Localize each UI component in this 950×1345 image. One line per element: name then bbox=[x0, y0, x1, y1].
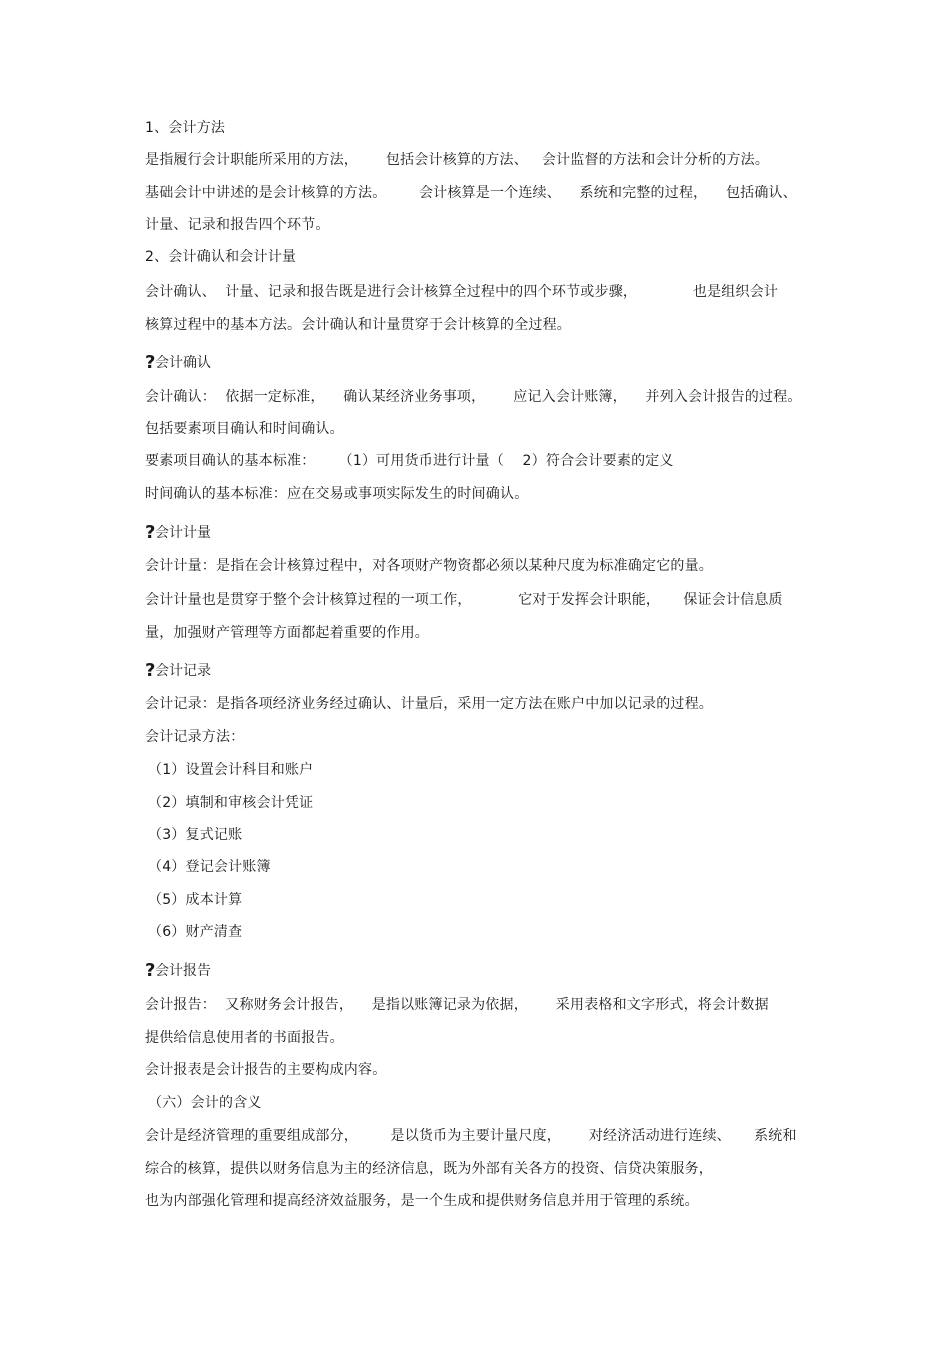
section-heading-accounting-methods: 1、会计方法 bbox=[145, 120, 226, 136]
paragraph-line: 会计报表是会计报告的主要构成内容。 bbox=[145, 1062, 387, 1078]
question-mark-glyph: ? bbox=[145, 660, 156, 681]
subheading-label: 会计记录 bbox=[155, 663, 211, 679]
paragraph-line: 会计报告： 又称财务会计报告， 是指以账簿记录为依据， 采用表格和文字形式，将会计数据 bbox=[145, 997, 769, 1013]
paragraph-line: 计量、记录和报告四个环节。 bbox=[145, 217, 330, 233]
subheading-recording bbox=[145, 661, 211, 681]
subheading-reporting bbox=[145, 961, 211, 981]
list-item: （1）设置会计科目和账户 bbox=[148, 762, 314, 778]
paragraph-line: 综合的核算，提供以财务信息为主的经济信息，既为外部有关各方的投资、信贷决策服务， bbox=[145, 1161, 713, 1177]
section-heading-recognition-measurement: 2、会计确认和会计计量 bbox=[145, 249, 297, 265]
section-heading-definition: （六）会计的含义 bbox=[148, 1095, 262, 1111]
paragraph-line: 核算过程中的基本方法。会计确认和计量贯穿于会计核算的全过程。 bbox=[145, 317, 571, 333]
subheading-label: 会计确认 bbox=[155, 355, 211, 371]
paragraph-line: 会计计量也是贯穿于整个会计核算过程的一项工作， 它对于发挥会计职能， 保证会计信息质 bbox=[145, 592, 783, 608]
question-mark-glyph: ? bbox=[145, 960, 156, 981]
paragraph-line: 基础会计中讲述的是会计核算的方法。 会计核算是一个连续、 系统和完整的过程， 包括确认、 bbox=[145, 185, 797, 201]
paragraph-line: 会计确认： 依据一定标准， 确认某经济业务事项， 应记入会计账簿， 并列入会计报告的过程。 bbox=[145, 389, 802, 405]
list-item: （2）填制和审核会计凭证 bbox=[148, 795, 314, 811]
paragraph-line: 也为内部强化管理和提高经济效益服务，是一个生成和提供财务信息并用于管理的系统。 bbox=[145, 1193, 699, 1209]
paragraph-line: 会计记录：是指各项经济业务经过确认、计量后，采用一定方法在账户中加以记录的过程。 bbox=[145, 696, 713, 712]
subheading-recognition bbox=[145, 353, 211, 373]
question-mark-glyph: ? bbox=[145, 352, 156, 373]
paragraph-line: 会计计量：是指在会计核算过程中，对各项财产物资都必须以某种尺度为标准确定它的量。 bbox=[145, 558, 713, 574]
list-item: （4）登记会计账簿 bbox=[148, 859, 271, 875]
paragraph-line: 是指履行会计职能所采用的方法， 包括会计核算的方法、 会计监督的方法和会计分析的方法。 bbox=[145, 152, 770, 168]
subheading-measurement bbox=[145, 523, 211, 543]
list-item: （6）财产清查 bbox=[148, 924, 243, 940]
subheading-label: 会计报告 bbox=[155, 963, 211, 979]
paragraph-line: 包括要素项目确认和时间确认。 bbox=[145, 421, 344, 437]
paragraph-line: 会计记录方法： bbox=[145, 729, 245, 745]
subheading-label: 会计计量 bbox=[155, 525, 211, 541]
paragraph-line: 会计确认、 计量、记录和报告既是进行会计核算全过程中的四个环节或步骤， 也是组织会计 bbox=[145, 284, 779, 300]
paragraph-line: 提供给信息使用者的书面报告。 bbox=[145, 1030, 344, 1046]
paragraph-line: 量，加强财产管理等方面都起着重要的作用。 bbox=[145, 625, 429, 641]
question-mark-glyph: ? bbox=[145, 522, 156, 543]
list-item: （3）复式记账 bbox=[148, 827, 243, 843]
paragraph-line: 时间确认的基本标准：应在交易或事项实际发生的时间确认。 bbox=[145, 486, 529, 502]
paragraph-line: 要素项目确认的基本标准： （1）可用货币进行计量（ 2）符合会计要素的定义 bbox=[145, 453, 674, 469]
list-item: （5）成本计算 bbox=[148, 892, 243, 908]
paragraph-line: 会计是经济管理的重要组成部分， 是以货币为主要计量尺度， 对经济活动进行连续、 系统和 bbox=[145, 1128, 797, 1144]
